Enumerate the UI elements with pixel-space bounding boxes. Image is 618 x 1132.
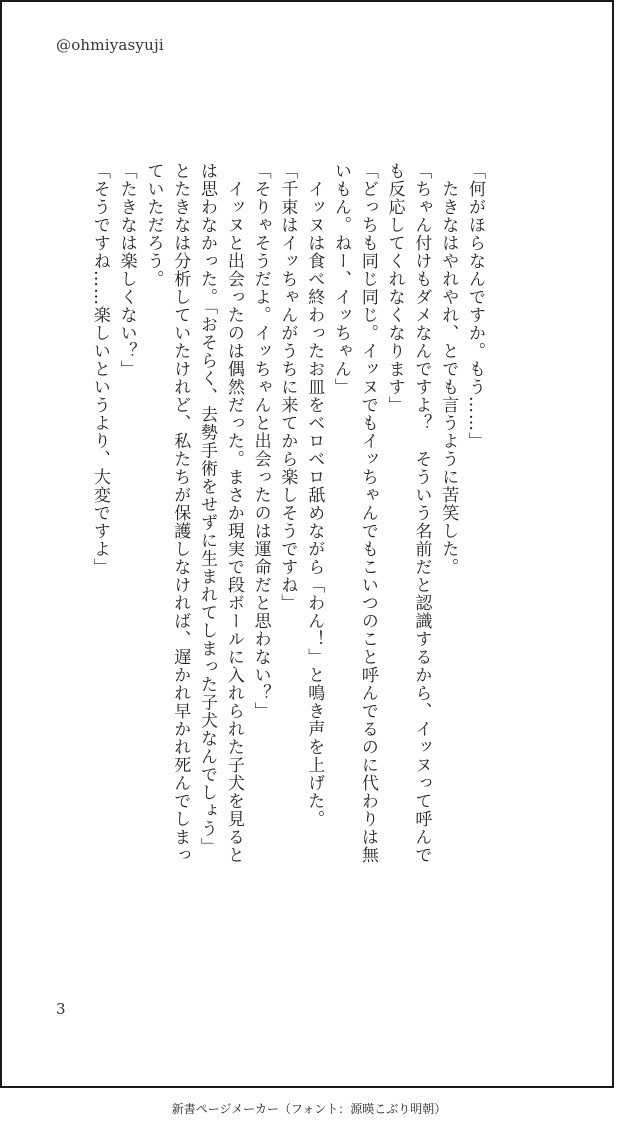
text-line: ていただろう。 bbox=[143, 162, 164, 288]
text-line: 「ちゃん付けもダメなんですよ？ そういう名前だと認識するから、イッヌって呼んで bbox=[411, 162, 432, 864]
page-number: 3 bbox=[56, 1000, 66, 1018]
text-line: も反応してくれなくなります」 bbox=[384, 162, 405, 414]
text-line: 「何がほらなんですか。もう……」 bbox=[465, 162, 485, 450]
text-line: いもん。ねー、イッちゃん」 bbox=[331, 162, 352, 396]
text-line: 「そりゃそうだよ。イッちゃんと出会ったのは運命だと思わない？」 bbox=[250, 162, 271, 720]
text-line: イッヌと出会ったのは偶然だった。まさか現実で段ボールに入れられた子犬を見ると bbox=[223, 162, 244, 864]
text-line: 「どっちも同じ同じ。イッヌでもイッちゃんでもこいつのこと呼んでるのに代わりは無 bbox=[357, 162, 378, 864]
text-line: イッヌは食べ終わったお皿をベロベロ舐めながら「わん！」と鳴き声を上げた。 bbox=[304, 162, 325, 828]
text-line: は思わなかった。「おそらく、去勢手術をせずに生まれてしまった子犬なんでしょう」 bbox=[197, 162, 218, 856]
text-line: たきなはやれやれ、とでも言うように苦笑した。 bbox=[438, 162, 459, 576]
text-line: 「そうですね……楽しいというより、大変ですよ」 bbox=[89, 162, 110, 576]
text-line: 「千束はイッちゃんがうちに来てから楽しそうですね」 bbox=[277, 162, 298, 612]
author-handle: @ohmiyasyuji bbox=[56, 36, 164, 54]
text-line: 「たきなは楽しくない？」 bbox=[116, 162, 137, 378]
vertical-body-text bbox=[62, 162, 488, 912]
footer-caption: 新書ページメーカー（フォント：源暎こぶり明朝） bbox=[171, 1102, 447, 1116]
text-line: とたきなは分析していたけれど、私たちが保護しなければ、遅かれ早かれ死んでしまっ bbox=[170, 162, 191, 864]
